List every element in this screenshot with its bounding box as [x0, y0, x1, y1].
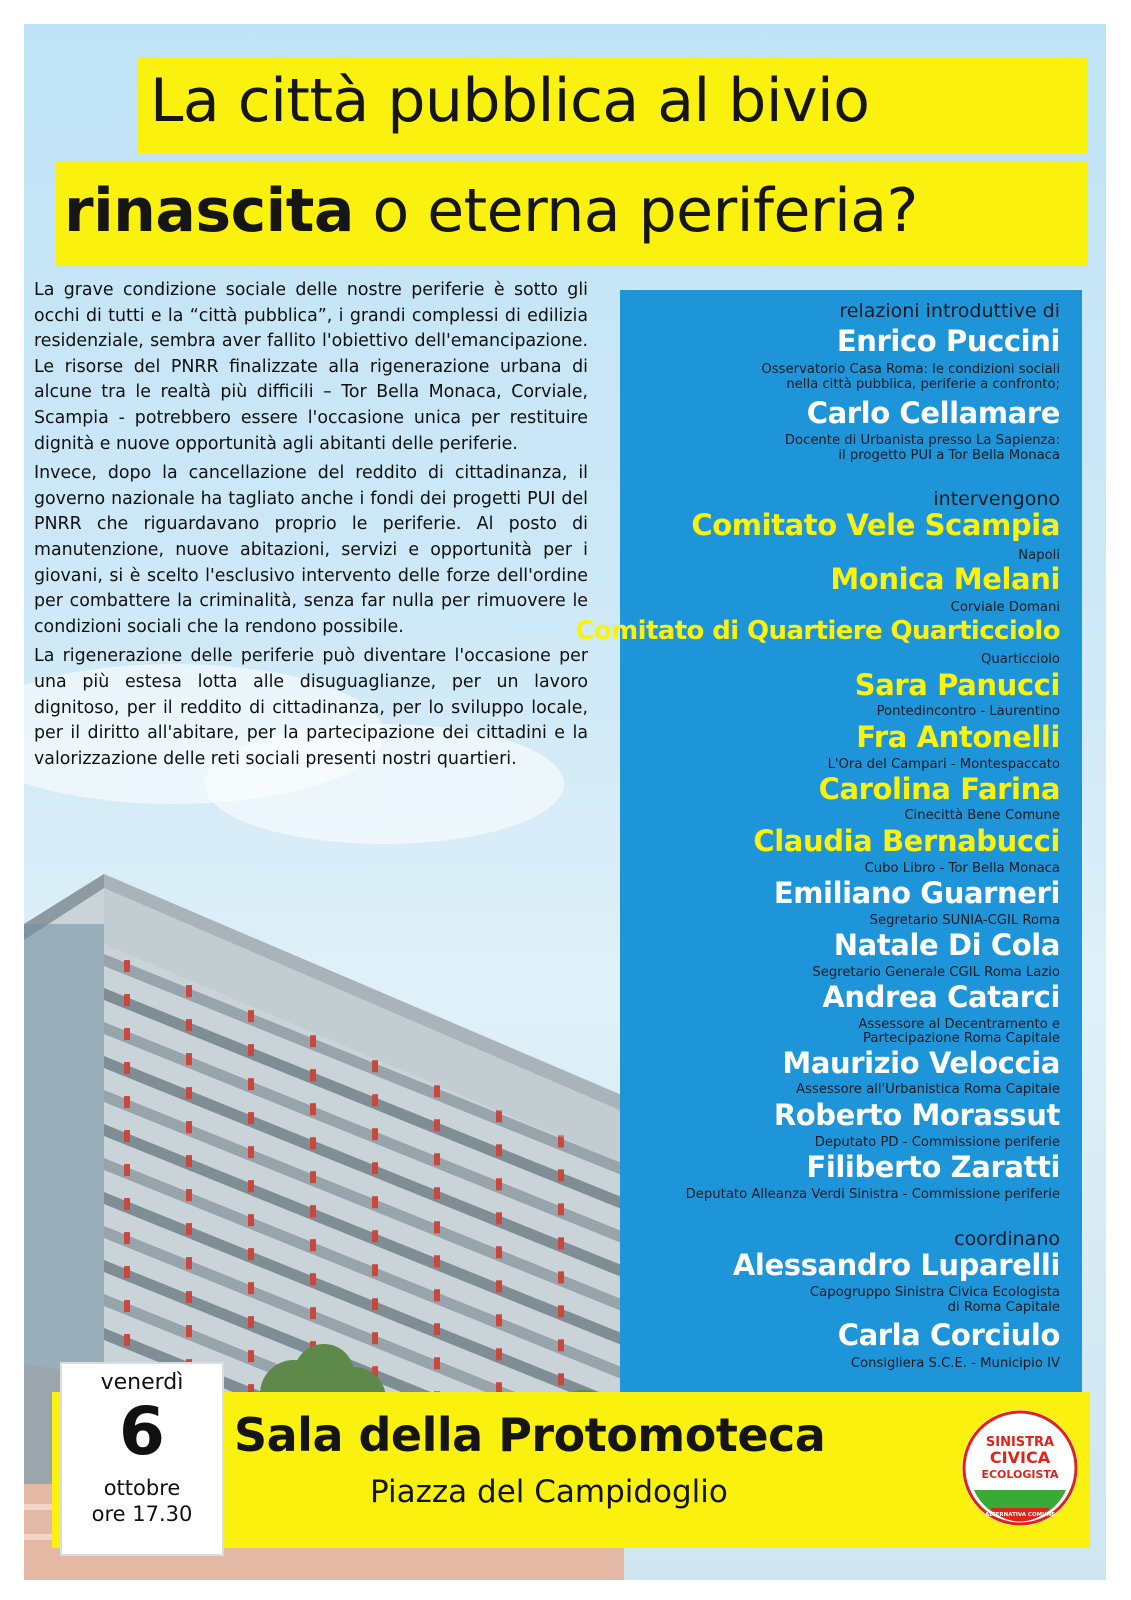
- window-accent: [558, 1237, 564, 1249]
- speaker-name: Alessandro Luparelli: [732, 1248, 1060, 1282]
- window-accent: [124, 1130, 130, 1142]
- window-accent: [310, 1307, 316, 1319]
- window-accent: [310, 1273, 316, 1285]
- window-accent: [434, 1085, 440, 1097]
- coordinators-label: coordinano: [954, 1228, 1060, 1250]
- window-accent: [186, 1257, 192, 1269]
- window-accent: [248, 1010, 254, 1022]
- window-accent: [558, 1305, 564, 1317]
- speaker-name: Filiberto Zaratti: [806, 1150, 1060, 1184]
- speaker-name: Carlo Cellamare: [806, 396, 1060, 430]
- window-accent: [248, 1316, 254, 1328]
- speaker-name: Roberto Morassut: [773, 1098, 1060, 1132]
- speaker-role: Osservatorio Casa Roma: le condizioni sociali: [761, 362, 1060, 377]
- intro-label: relazioni introduttive di: [839, 300, 1060, 322]
- window-accent: [372, 1230, 378, 1242]
- window-accent: [310, 1137, 316, 1149]
- window-accent: [186, 1189, 192, 1201]
- window-accent: [372, 1128, 378, 1140]
- window-accent: [558, 1373, 564, 1385]
- window-accent: [372, 1332, 378, 1344]
- venue-name: Sala della Protomoteca: [234, 1408, 826, 1462]
- window-accent: [124, 1334, 130, 1346]
- window-accent: [434, 1289, 440, 1301]
- logo-line-2: CIVICA: [989, 1448, 1051, 1467]
- title-line-2-rest: o eterna periferia?: [353, 176, 918, 246]
- speaker-name: Monica Melani: [830, 562, 1060, 596]
- window-accent: [372, 1264, 378, 1276]
- title-bar-1: [138, 58, 1088, 154]
- window-accent: [558, 1203, 564, 1215]
- window-accent: [310, 1035, 316, 1047]
- window-accent: [186, 1155, 192, 1167]
- speaker-name: Maurizio Veloccia: [782, 1046, 1060, 1080]
- window-accent: [496, 1212, 502, 1224]
- paragraph: Invece, dopo la cancellazione del reddito di cittadinanza, il governo nazionale ha tagliato anche i fondi dei progetti PUI del PNRR che riguardavano proprio le periferie. Al posto di manutenzione, nuove abitazioni, servizi e opportunità per i giovani, si è scelto l'esclusivo intervento delle forze dell'ordine per combattere la criminalità, senza far nulla per rimuovere le condizioni sociali che la rendono possibile.: [34, 463, 588, 637]
- window-accent: [372, 1298, 378, 1310]
- event-day: 6: [119, 1393, 165, 1470]
- window-accent: [372, 1060, 378, 1072]
- speaker-role: Corviale Domani: [950, 600, 1060, 615]
- window-accent: [434, 1255, 440, 1267]
- window-accent: [124, 960, 130, 972]
- speaker-name: Emiliano Guarneri: [773, 876, 1060, 910]
- title-line-1: La città pubblica al bivio: [150, 66, 870, 136]
- window-accent: [310, 1069, 316, 1081]
- window-accent: [248, 1282, 254, 1294]
- window-accent: [496, 1246, 502, 1258]
- window-accent: [434, 1323, 440, 1335]
- window-accent: [434, 1119, 440, 1131]
- speaker-name: Claudia Bernabucci: [753, 824, 1060, 858]
- speakers-panel: [575, 290, 1082, 1400]
- speaker-role: il progetto PUI a Tor Bella Monaca: [838, 448, 1060, 463]
- speaker-role: Partecipazione Roma Capitale: [863, 1031, 1060, 1046]
- title-bar-2: [56, 162, 1088, 266]
- window-accent: [434, 1357, 440, 1369]
- venue-address: Piazza del Campidoglio: [370, 1474, 728, 1510]
- window-accent: [186, 985, 192, 997]
- window-accent: [434, 1221, 440, 1233]
- speaker-role: Napoli: [1018, 548, 1060, 563]
- window-accent: [496, 1144, 502, 1156]
- speaker-name: Enrico Puccini: [836, 324, 1060, 358]
- window-accent: [248, 1350, 254, 1362]
- window-accent: [124, 1300, 130, 1312]
- window-accent: [372, 1162, 378, 1174]
- speaker-role: Docente di Urbanista presso La Sapienza:: [784, 433, 1060, 448]
- window-accent: [124, 1198, 130, 1210]
- speaker-role: Cinecittà Bene Comune: [904, 808, 1060, 823]
- window-accent: [124, 994, 130, 1006]
- speaker-role: Segretario Generale CGIL Roma Lazio: [812, 965, 1060, 980]
- title-line-2-bold: rinascita: [64, 176, 354, 246]
- speaker-name: Fra Antonelli: [856, 720, 1060, 754]
- logo-tagline: ALTERNATIVA COMUNE: [985, 1512, 1055, 1518]
- speaker-name: Comitato Vele Scampia: [691, 508, 1060, 542]
- window-accent: [496, 1314, 502, 1326]
- speaker-role: Cubo Libro - Tor Bella Monaca: [864, 861, 1060, 876]
- window-accent: [124, 1164, 130, 1176]
- window-accent: [186, 1019, 192, 1031]
- speaker-role: Assessore all'Urbanistica Roma Capitale: [795, 1082, 1060, 1097]
- date-box: [60, 1362, 224, 1556]
- window-accent: [496, 1178, 502, 1190]
- window-accent: [186, 1121, 192, 1133]
- window-accent: [496, 1348, 502, 1360]
- event-month: ottobre: [103, 1476, 181, 1500]
- body-text: [34, 278, 588, 776]
- window-accent: [558, 1339, 564, 1351]
- window-accent: [186, 1325, 192, 1337]
- window-accent: [558, 1271, 564, 1283]
- window-accent: [124, 1028, 130, 1040]
- speaker-role: Deputato Alleanza Verdi Sinistra - Commissione periferie: [685, 1187, 1060, 1202]
- logo-line-1: SINISTRA: [985, 1435, 1055, 1450]
- title-line-2: [64, 176, 918, 246]
- speaker-name: Carla Corciulo: [837, 1318, 1060, 1352]
- window-accent: [310, 1205, 316, 1217]
- window-accent: [186, 1053, 192, 1065]
- speaker-role: Quarticciolo: [980, 652, 1060, 667]
- speaker-name: Carolina Farina: [818, 772, 1060, 806]
- speaker-role: Pontedincontro - Laurentino: [876, 704, 1060, 719]
- speaker-name: Comitato di Quartiere Quarticciolo: [575, 616, 1060, 646]
- window-accent: [248, 1146, 254, 1158]
- logo-line-3: ECOLOGISTA: [981, 1468, 1059, 1481]
- speaker-role: Capogruppo Sinistra Civica Ecologista: [809, 1285, 1060, 1300]
- window-accent: [124, 1232, 130, 1244]
- speaker-role: Consigliera S.C.E. - Municipio IV: [850, 1356, 1060, 1371]
- window-accent: [248, 1044, 254, 1056]
- window-accent: [372, 1196, 378, 1208]
- speaker-name: Sara Panucci: [854, 668, 1060, 702]
- speaker-name: Andrea Catarci: [822, 980, 1060, 1014]
- window-accent: [310, 1239, 316, 1251]
- paragraph: La rigenerazione delle periferie può diventare l'occasione per una più estesa lotta alle disuguaglianze, per un lavoro dignitoso, per il reddito di cittadinanza, per lo sviluppo locale, per il diritto all'abitare, per la partecipazione dei cittadini e la valorizzazione delle reti sociali presenti nostri quartieri.: [34, 646, 588, 769]
- interventions-label: intervengono: [933, 488, 1060, 510]
- window-accent: [310, 1103, 316, 1115]
- window-accent: [248, 1078, 254, 1090]
- speaker-role: nella città pubblica, periferie a confronto;: [786, 377, 1060, 392]
- window-accent: [186, 1087, 192, 1099]
- window-accent: [434, 1187, 440, 1199]
- window-accent: [248, 1180, 254, 1192]
- window-accent: [558, 1169, 564, 1181]
- speaker-name: Natale Di Cola: [833, 928, 1060, 962]
- window-accent: [496, 1110, 502, 1122]
- window-accent: [372, 1094, 378, 1106]
- window-accent: [310, 1171, 316, 1183]
- paragraph: La grave condizione sociale delle nostre periferie è sotto gli occhi di tutti e la “città pubblica”, i grandi complessi di edilizia residenziale, sembra aver fallito l'obiettivo dell'emancipazione. Le risorse del PNRR finalizzate alla rigenerazione urbana di alcune tra le realtà più difficili – Tor Bella Monaca, Corviale, Scampia - potrebbero essere l'occasione unica per restituire dignità e nuove opportunità agli abitanti delle periferie.: [34, 280, 588, 454]
- window-accent: [124, 1062, 130, 1074]
- speaker-role: L'Ora del Campari - Montespaccato: [827, 757, 1060, 772]
- speaker-role: di Roma Capitale: [947, 1300, 1060, 1315]
- window-accent: [248, 1248, 254, 1260]
- window-accent: [124, 1266, 130, 1278]
- poster: [24, 24, 1106, 1580]
- speaker-role: Deputato PD - Commissione periferie: [814, 1135, 1060, 1150]
- speaker-role: Segretario SUNIA-CGIL Roma: [869, 913, 1060, 928]
- window-accent: [124, 1096, 130, 1108]
- event-time: ore 17.30: [91, 1502, 193, 1526]
- speaker-role: Assessore al Decentramento e: [858, 1017, 1060, 1032]
- window-accent: [186, 1223, 192, 1235]
- sinistra-civica-ecologista-logo: [960, 1408, 1080, 1528]
- event-weekday: venerdì: [100, 1370, 184, 1395]
- window-accent: [248, 1112, 254, 1124]
- window-accent: [186, 1291, 192, 1303]
- window-accent: [434, 1153, 440, 1165]
- window-accent: [496, 1280, 502, 1292]
- window-accent: [248, 1214, 254, 1226]
